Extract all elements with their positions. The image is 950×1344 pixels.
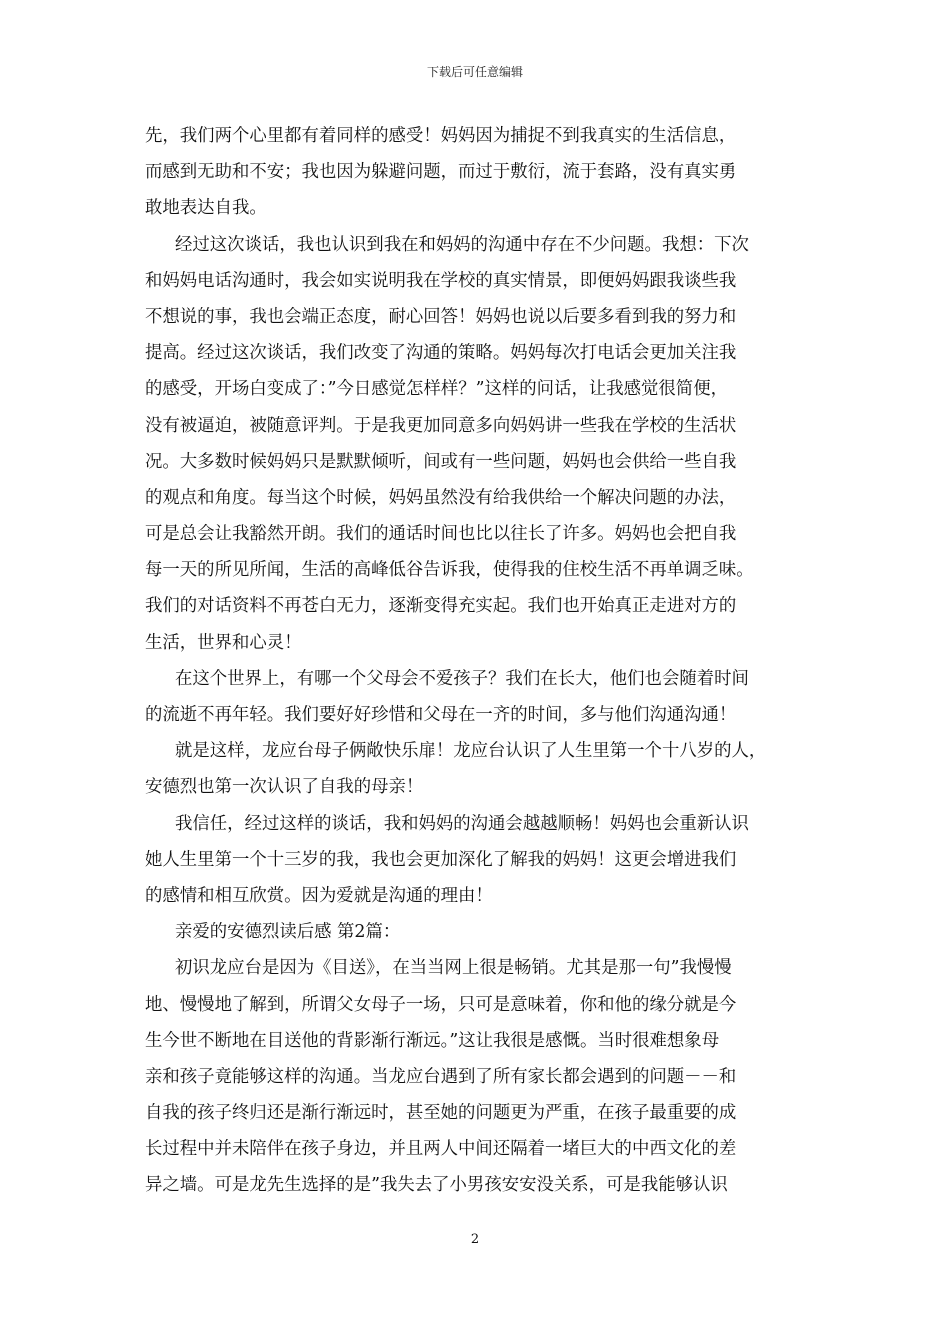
- document-body: [145, 118, 809, 1204]
- text-line: 安德烈也第一次认识了自我的母亲！: [145, 777, 424, 798]
- text-line: 每一天的所见所闻，生活的高峰低谷告诉我，使得我的住校生活不再单调乏味。: [145, 560, 754, 581]
- text-line: 生活，世界和心灵！: [145, 632, 302, 653]
- text-line: 地、慢慢地了解到，所谓父女母子一场，只可是意味着，你和他的缘分就是今: [145, 994, 737, 1015]
- text-line: 异之墙。可是龙先生选择的是”我失去了小男孩安安没关系，可是我能够认识: [145, 1175, 728, 1196]
- text-line: 的流逝不再年轻。我们要好好珍惜和父母在一齐的时间，多与他们沟通沟通！: [145, 705, 737, 725]
- text-line: 长过程中并未陪伴在孩子身边，并且两人中间还隔着一堵巨大的中西文化的差: [145, 1139, 737, 1160]
- text-line: 就是这样，龙应台母子俩敞快乐扉！龙应台认识了人生里第一个十八岁的人，: [175, 741, 767, 762]
- text-line: 亲爱的安德烈读后感 第2篇：: [175, 922, 401, 943]
- text-line: 自我的孩子终归还是渐行渐远时，甚至她的问题更为严重，在孩子最重要的成: [145, 1103, 737, 1124]
- text-line: 生今世不断地在目送他的背影渐行渐远。”这让我很是感慨。当时很难想象母: [145, 1030, 720, 1051]
- text-line: 的观点和角度。每当这个时候，妈妈虽然没有给我供给一个解决问题的办法，: [145, 487, 737, 508]
- text-line: 可是总会让我豁然开朗。我们的通话时间也比以往长了许多。妈妈也会把自我: [145, 524, 737, 545]
- text-line: 亲和孩子竟能够这样的沟通。当龙应台遇到了所有家长都会遇到的问题－－和: [145, 1066, 737, 1087]
- text-line: 而感到无助和不安；我也因为躲避问题，而过于敷衍，流于套路，没有真实勇: [145, 162, 737, 183]
- text-line: 提高。经过这次谈话，我们改变了沟通的策略。妈妈每次打电话会更加关注我: [145, 343, 737, 364]
- text-line: 敢地表达自我。: [145, 198, 267, 219]
- page-header: 下载后可任意编辑: [426, 65, 523, 79]
- text-line: 初识龙应台是因为《目送》，在当当网上很是畅销。尤其是那一句”我慢慢: [175, 958, 732, 979]
- text-line: 我信任，经过这样的谈话，我和妈妈的沟通会越越顺畅！妈妈也会重新认识: [175, 813, 749, 834]
- text-line: 我们的对话资料不再苍白无力，逐渐变得充实起。我们也开始真正走进对方的: [145, 596, 737, 617]
- text-line: 况。大多数时候妈妈只是默默倾听，间或有一些问题，妈妈也会供给一些自我: [145, 451, 737, 472]
- text-line: 没有被逼迫，被随意评判。于是我更加同意多向妈妈讲一些我在学校的生活状: [145, 415, 737, 436]
- text-line: 经过这次谈话，我也认识到我在和妈妈的沟通中存在不少问题。我想：下次: [175, 234, 749, 255]
- text-line: 她人生里第一个十三岁的我，我也会更加深化了解我的妈妈！这更会增进我们: [145, 849, 737, 870]
- page-number: 2: [470, 1232, 480, 1247]
- text-line: 不想说的事，我也会端正态度，耐心回答！妈妈也说以后要多看到我的努力和: [145, 306, 737, 327]
- text-line: 的感受，开场白变成了：”今日感觉怎样样？”这样的问话，让我感觉很简便，: [145, 379, 728, 400]
- text-line: 的感情和相互欣赏。因为爱就是沟通的理由！: [145, 885, 493, 906]
- text-line: 先，我们两个心里都有着同样的感受！妈妈因为捕捉不到我真实的生活信息，: [145, 126, 737, 146]
- text-line: 在这个世界上，有哪一个父母会不爱孩子？我们在长大，他们也会随着时间: [175, 668, 749, 689]
- text-line: 和妈妈电话沟通时，我会如实说明我在学校的真实情景，即便妈妈跟我谈些我: [145, 270, 737, 291]
